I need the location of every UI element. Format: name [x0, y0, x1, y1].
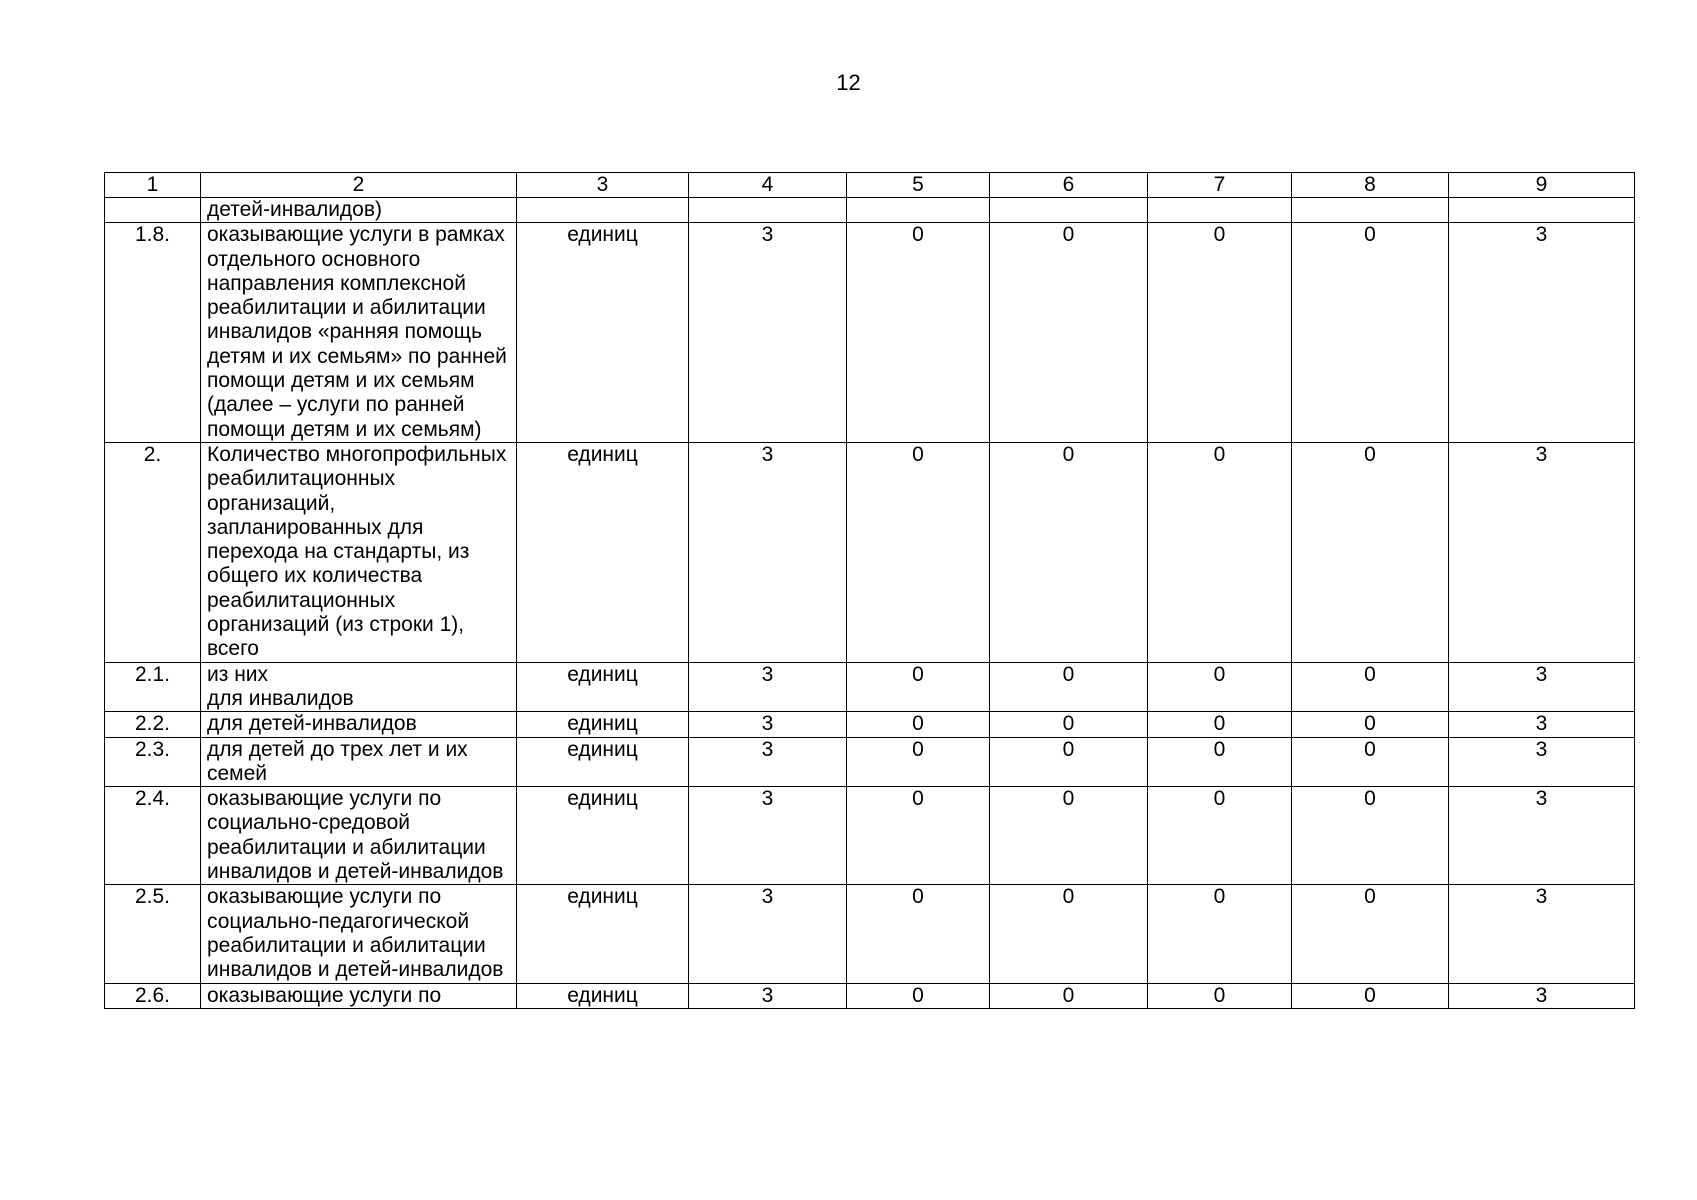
row-name: Количество многопрофильных реабилитационных организаций, запланированных для перехода на стандарты, из общего их количества реабилитационных организаций (из строки 1), всего — [201, 442, 517, 662]
row-value: 0 — [847, 223, 990, 443]
row-value: 3 — [689, 712, 847, 737]
table-row — [105, 712, 1635, 737]
row-value: 0 — [847, 885, 990, 983]
column-header: 3 — [517, 173, 689, 198]
row-value: 0 — [847, 442, 990, 662]
column-header: 1 — [105, 173, 201, 198]
row-value: 0 — [990, 662, 1148, 712]
row-value — [847, 198, 990, 223]
row-value: 0 — [1292, 983, 1449, 1008]
table-row — [105, 198, 1635, 223]
row-value: 3 — [1449, 662, 1635, 712]
row-value: 3 — [1449, 737, 1635, 787]
row-unit: единиц — [517, 787, 689, 885]
row-value: 0 — [1292, 442, 1449, 662]
page-number: 12 — [836, 70, 861, 95]
row-number: 2.5. — [105, 885, 201, 983]
table-row — [105, 737, 1635, 787]
table-row — [105, 983, 1635, 1008]
row-number: 1.8. — [105, 223, 201, 443]
row-value: 0 — [847, 983, 990, 1008]
column-header: 9 — [1449, 173, 1635, 198]
row-name: оказывающие услуги по социально-педагогической реабилитации и абилитации инвалидов и детей-инвалидов — [201, 885, 517, 983]
row-value: 0 — [990, 223, 1148, 443]
column-header: 8 — [1292, 173, 1449, 198]
row-value: 0 — [990, 983, 1148, 1008]
row-value: 0 — [990, 712, 1148, 737]
row-value: 0 — [1148, 983, 1292, 1008]
row-value: 0 — [1148, 662, 1292, 712]
row-value — [990, 198, 1148, 223]
row-number: 2.6. — [105, 983, 201, 1008]
row-unit: единиц — [517, 662, 689, 712]
row-value: 3 — [1449, 442, 1635, 662]
row-value: 0 — [1148, 737, 1292, 787]
row-number: 2.1. — [105, 662, 201, 712]
row-unit: единиц — [517, 983, 689, 1008]
column-header: 6 — [990, 173, 1148, 198]
row-unit: единиц — [517, 885, 689, 983]
column-header: 2 — [201, 173, 517, 198]
row-value: 0 — [1292, 737, 1449, 787]
row-name: оказывающие услуги в рамках отдельного основного направления комплексной реабилитации и абилитации инвалидов «ранняя помощь детям и их семьям» по ранней помощи детям и их семьям (далее – услуги по ранней помощи детям и их семьям) — [201, 223, 517, 443]
row-value: 0 — [990, 787, 1148, 885]
row-value: 0 — [1292, 223, 1449, 443]
row-value: 0 — [1148, 787, 1292, 885]
table-row — [105, 662, 1635, 712]
row-name: оказывающие услуги по — [201, 983, 517, 1008]
row-value: 3 — [1449, 787, 1635, 885]
indicators-table — [104, 172, 1635, 1009]
row-name: из них для инвалидов — [201, 662, 517, 712]
row-value: 0 — [1292, 712, 1449, 737]
row-name: детей-инвалидов) — [201, 198, 517, 223]
row-name: для детей-инвалидов — [201, 712, 517, 737]
row-number: 2.2. — [105, 712, 201, 737]
row-value: 0 — [990, 737, 1148, 787]
row-value: 3 — [689, 885, 847, 983]
table-row — [105, 223, 1635, 443]
row-unit — [517, 198, 689, 223]
row-value: 3 — [689, 223, 847, 443]
row-value: 0 — [990, 442, 1148, 662]
row-value: 0 — [1148, 442, 1292, 662]
row-name: оказывающие услуги по социально-средовой реабилитации и абилитации инвалидов и детей-инвалидов — [201, 787, 517, 885]
row-unit: единиц — [517, 712, 689, 737]
column-header: 5 — [847, 173, 990, 198]
row-value: 3 — [1449, 223, 1635, 443]
row-value: 3 — [1449, 712, 1635, 737]
row-value: 3 — [689, 737, 847, 787]
row-number — [105, 198, 201, 223]
row-value: 0 — [1148, 223, 1292, 443]
row-value: 3 — [689, 983, 847, 1008]
row-number: 2.3. — [105, 737, 201, 787]
row-value: 3 — [1449, 885, 1635, 983]
row-value — [1292, 198, 1449, 223]
row-value: 0 — [1292, 885, 1449, 983]
table-row — [105, 442, 1635, 662]
row-value: 0 — [1148, 885, 1292, 983]
row-value: 3 — [689, 662, 847, 712]
row-name: для детей до трех лет и их семей — [201, 737, 517, 787]
row-value: 3 — [1449, 983, 1635, 1008]
row-number: 2. — [105, 442, 201, 662]
row-unit: единиц — [517, 737, 689, 787]
table-row — [105, 787, 1635, 885]
row-value: 3 — [689, 442, 847, 662]
table-row — [105, 885, 1635, 983]
column-number-row — [105, 173, 1635, 198]
row-value — [689, 198, 847, 223]
row-value: 0 — [1292, 662, 1449, 712]
row-value — [1148, 198, 1292, 223]
row-value: 3 — [689, 787, 847, 885]
row-value: 0 — [847, 662, 990, 712]
row-value: 0 — [847, 712, 990, 737]
row-value: 0 — [990, 885, 1148, 983]
row-value — [1449, 198, 1635, 223]
row-value: 0 — [1292, 787, 1449, 885]
row-number: 2.4. — [105, 787, 201, 885]
column-header: 4 — [689, 173, 847, 198]
column-header: 7 — [1148, 173, 1292, 198]
row-value: 0 — [847, 787, 990, 885]
row-value: 0 — [847, 737, 990, 787]
row-unit: единиц — [517, 442, 689, 662]
row-value: 0 — [1148, 712, 1292, 737]
row-unit: единиц — [517, 223, 689, 443]
